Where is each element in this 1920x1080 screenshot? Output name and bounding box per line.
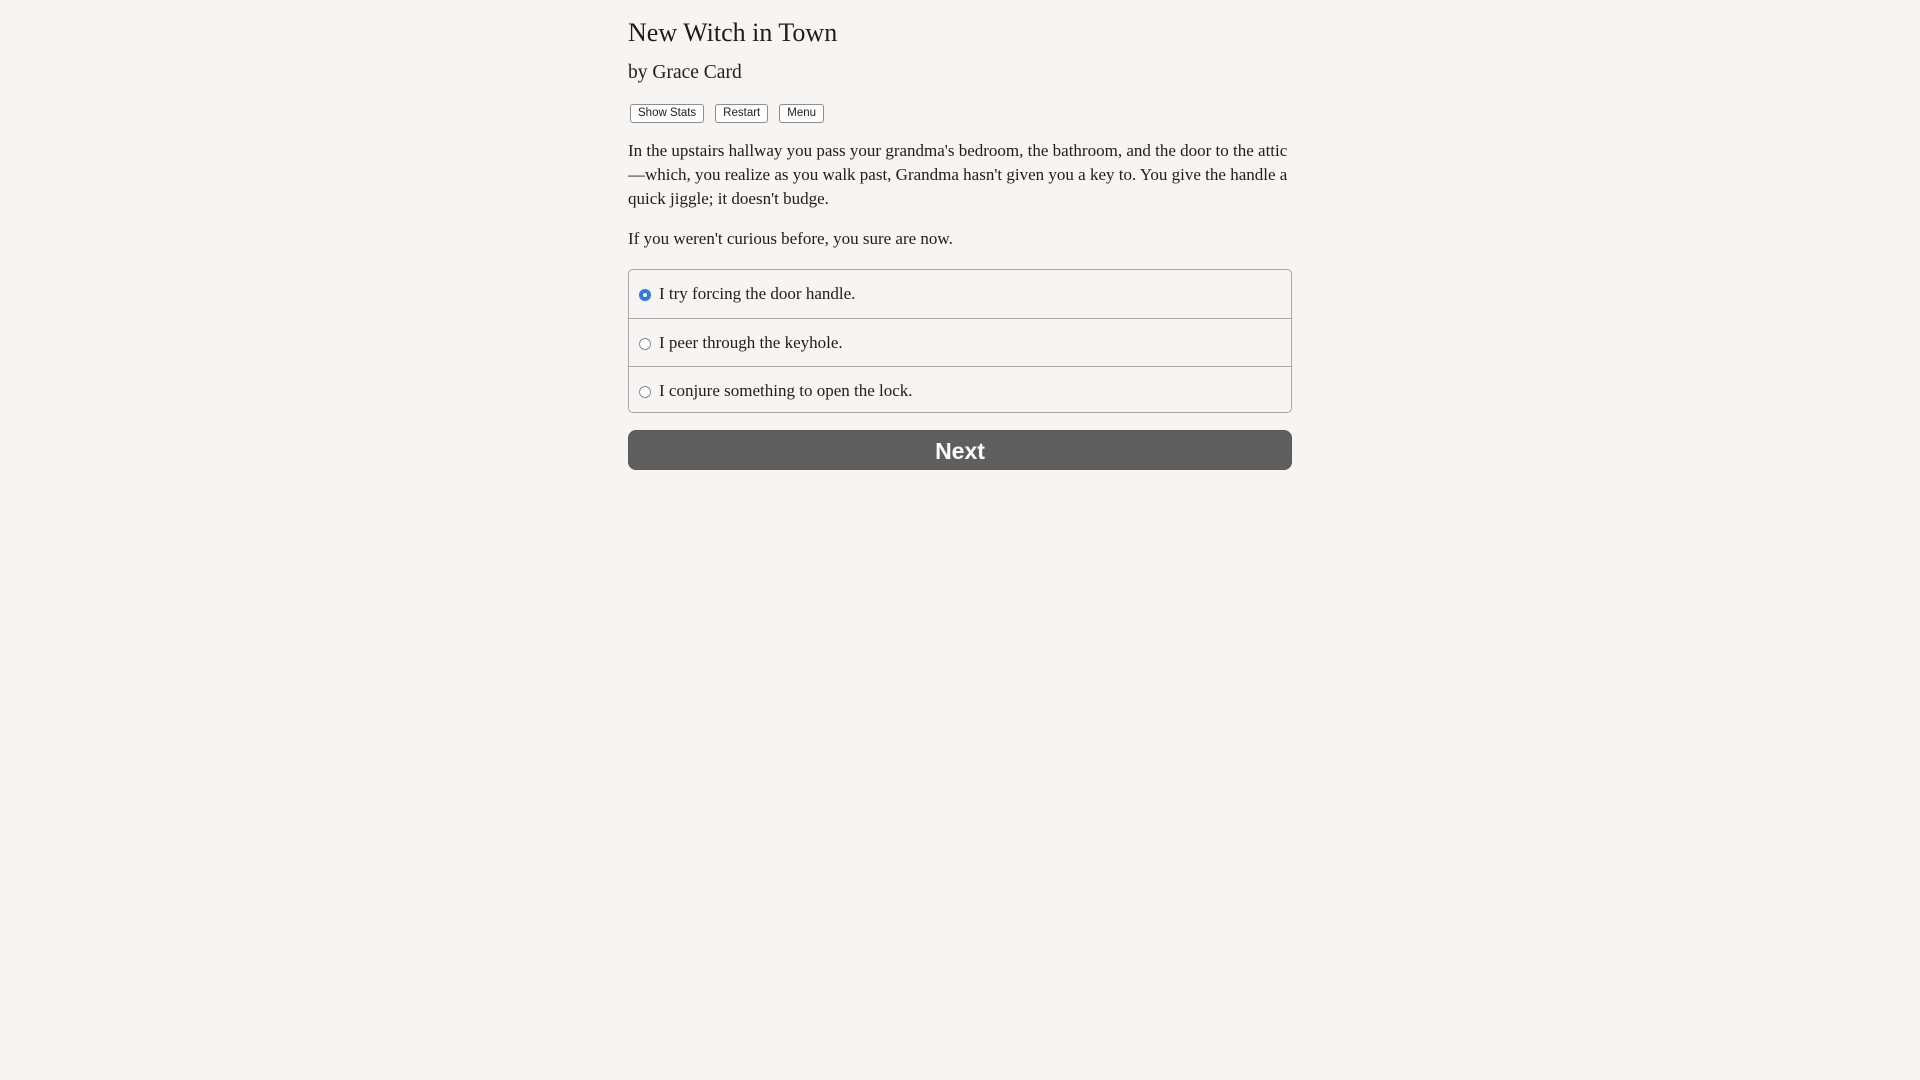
- restart-button[interactable]: Restart: [715, 104, 768, 123]
- game-author: by Grace Card: [628, 62, 742, 83]
- choice-label: I conjure something to open the lock.: [659, 380, 913, 400]
- radio-unselected-icon[interactable]: [639, 338, 651, 350]
- passage-paragraph-1: In the upstairs hallway you pass your grandma's bedroom, the bathroom, and the door to the attic—which, you realize as you walk past, Grandma hasn't given you a key to. You give the handle a quick jiggle; it doesn't budge.: [628, 141, 1288, 208]
- choice-label: I try forcing the door handle.: [659, 284, 856, 303]
- show-stats-button[interactable]: Show Stats: [630, 104, 704, 123]
- choice-label: I peer through the keyhole.: [659, 332, 843, 352]
- choice-option-force-handle[interactable]: [629, 270, 1291, 318]
- radio-selected-icon[interactable]: [639, 289, 651, 301]
- choice-option-conjure-lock[interactable]: [629, 366, 1291, 413]
- choice-option-peer-keyhole[interactable]: [629, 318, 1291, 366]
- game-title: New Witch in Town: [628, 18, 838, 47]
- toolbar: [630, 104, 824, 123]
- radio-unselected-icon[interactable]: [639, 386, 651, 398]
- choice-list: [628, 269, 1292, 413]
- menu-button[interactable]: Menu: [779, 104, 824, 123]
- next-button[interactable]: Next: [628, 430, 1292, 470]
- passage-paragraph-2: If you weren't curious before, you sure are now.: [628, 229, 953, 248]
